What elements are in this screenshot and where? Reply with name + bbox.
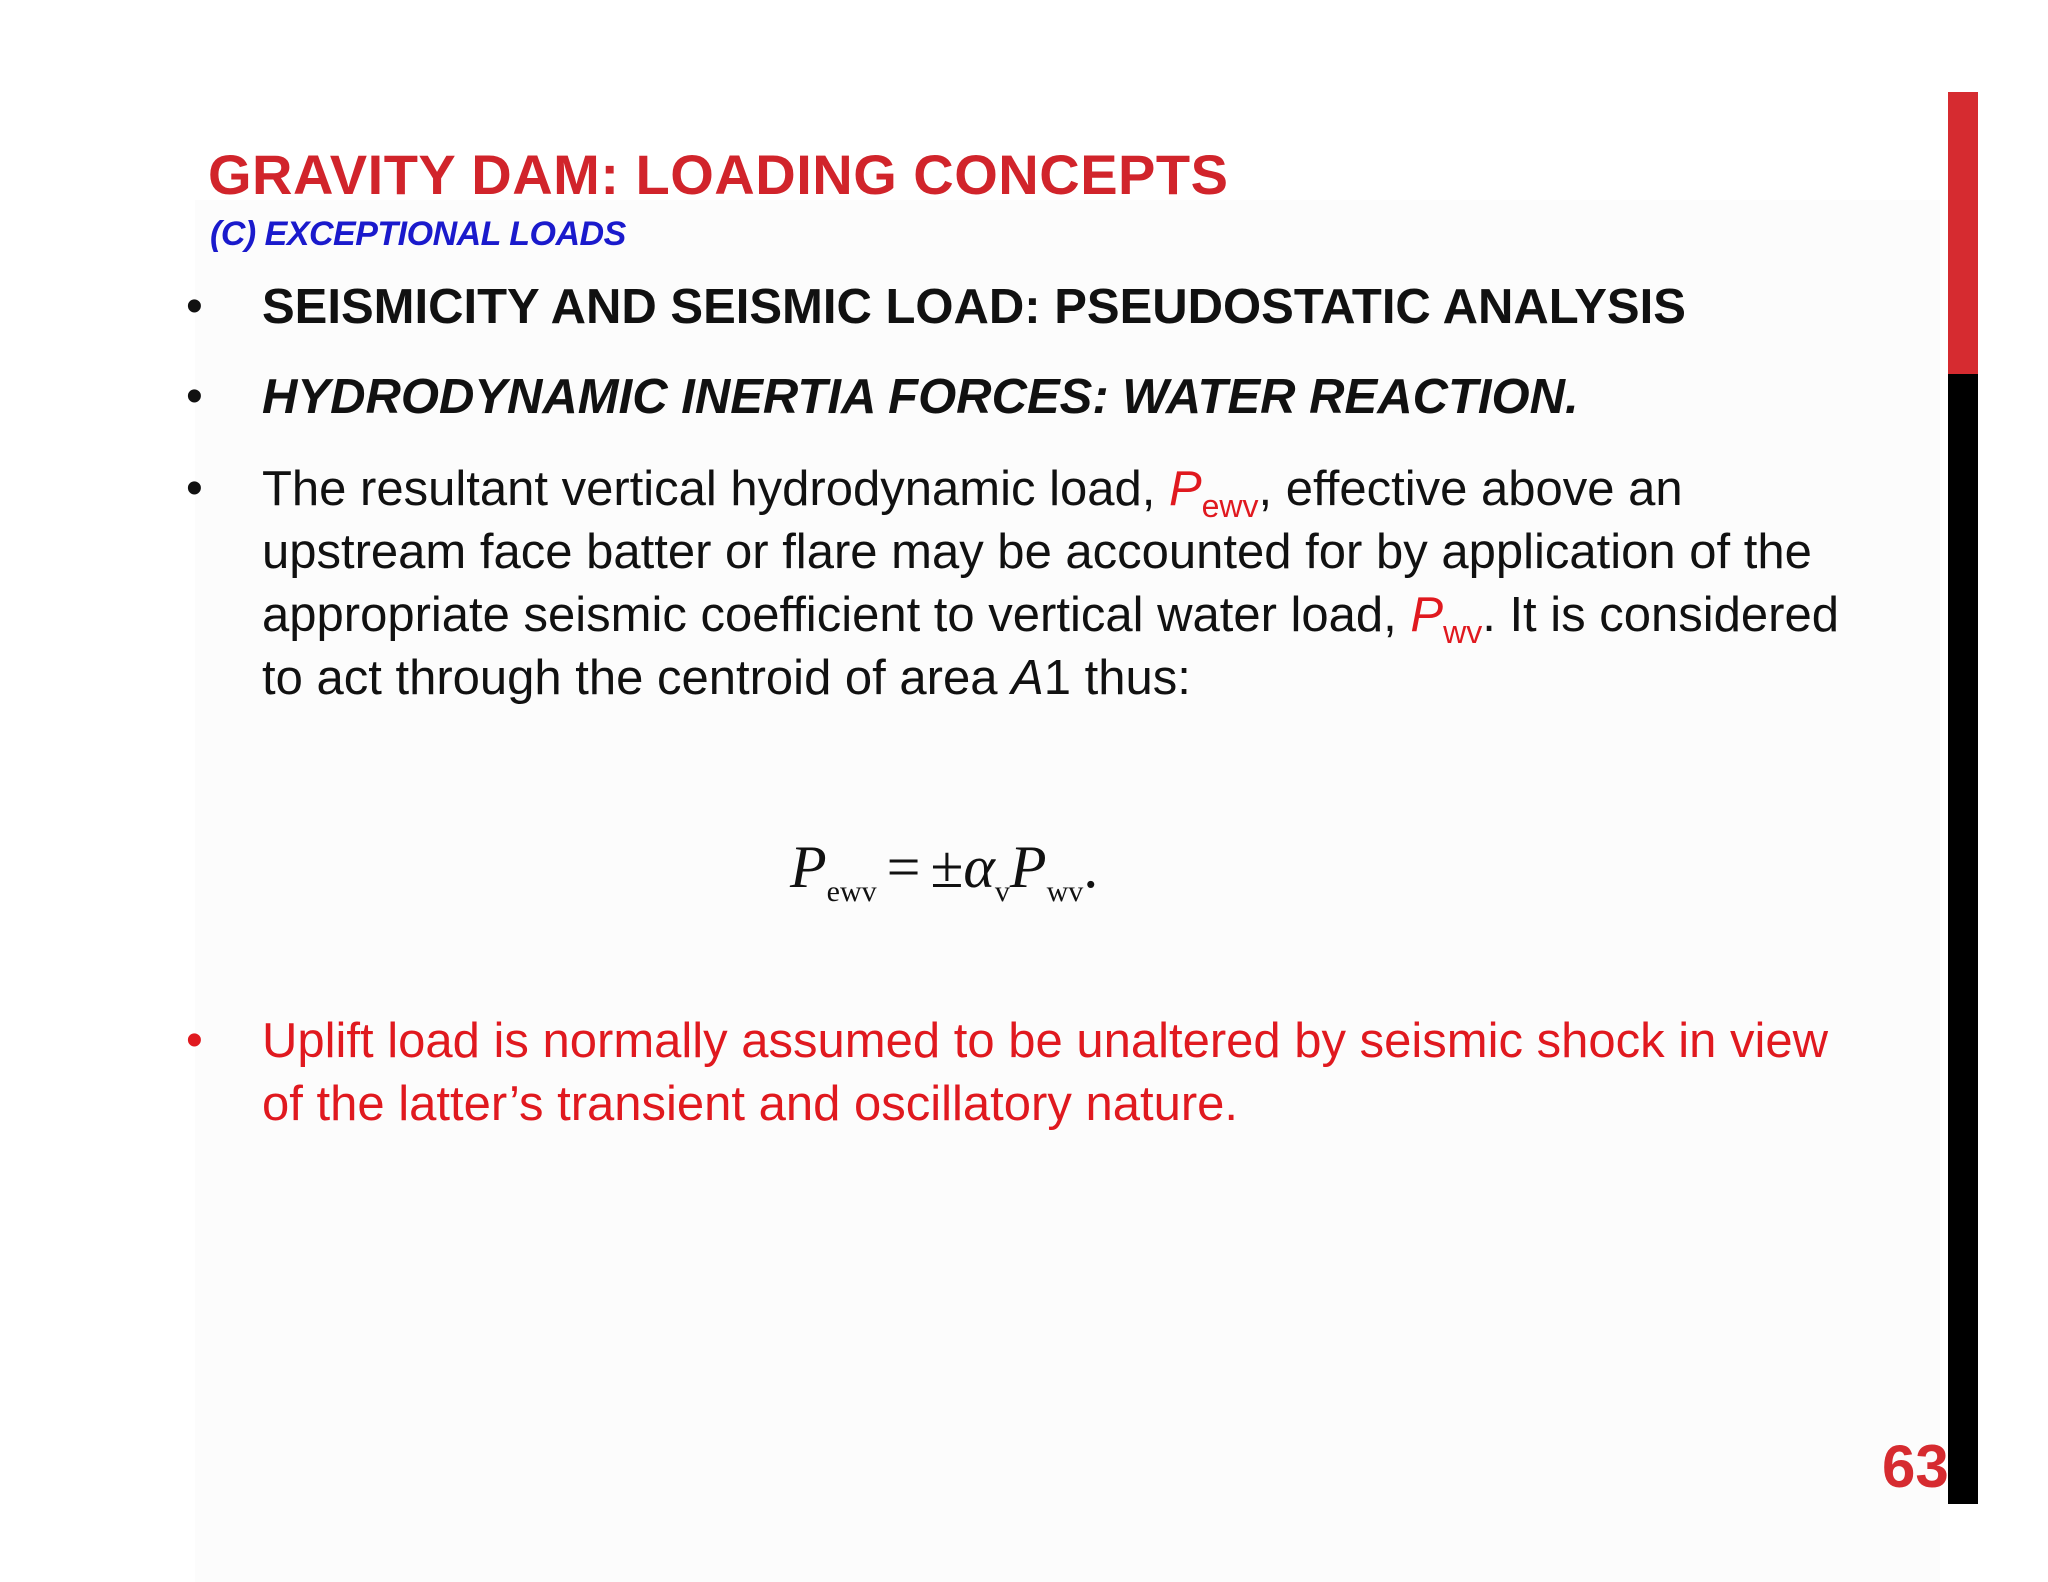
bullet-text: HYDRODYNAMIC INERTIA FORCES: WATER REACTION.: [262, 370, 1579, 424]
bullet-marker: •: [186, 462, 203, 515]
accent-bar-black: [1948, 374, 1978, 1504]
text-segment: , effective above an upstream face batter or flare may be accounted for by application of the appropriate seismic coefficient to vertical water load,: [262, 462, 1812, 642]
slide-subtitle: (C) EXCEPTIONAL LOADS: [210, 215, 626, 253]
bullet-marker: •: [186, 1014, 203, 1067]
bullet-marker: •: [186, 280, 203, 333]
formula-operator: .: [1083, 834, 1099, 900]
accent-bar-red: [1948, 92, 1978, 374]
formula-subscript: v: [994, 875, 1010, 908]
formula-operator: ±: [930, 834, 964, 900]
formula-symbol: P: [1009, 834, 1047, 900]
bullet-text: Uplift load is normally assumed to be unaltered by seismic shock in view of the latter’s transient and oscillatory nature.: [262, 1014, 1828, 1131]
formula-subscript: ewv: [826, 875, 877, 908]
text-segment: . It is considered to act through the centroid of area: [262, 588, 1839, 705]
formula-symbol: P: [790, 834, 827, 900]
formula: [790, 832, 1099, 908]
bullet-marker: •: [186, 370, 203, 423]
slide-title: GRAVITY DAM: LOADING CONCEPTS: [208, 143, 1229, 206]
text-segment: The resultant vertical hydrodynamic load,: [262, 462, 1169, 516]
formula-subscript: wv: [1046, 875, 1084, 908]
bullet-text: [262, 458, 1852, 710]
bullet-text: SEISMICITY AND SEISMIC LOAD: PSEUDOSTATIC ANALYSIS: [262, 280, 1686, 334]
text-segment: 1 thus:: [1043, 651, 1191, 705]
subscript-ewv: ewv: [1201, 488, 1259, 524]
variable-p: P: [1410, 588, 1444, 642]
variable-a: A: [1011, 651, 1044, 705]
subscript-wv: wv: [1443, 614, 1483, 650]
formula-operator: =: [886, 834, 921, 900]
variable-p: P: [1168, 462, 1202, 516]
page-number: 63: [1882, 1433, 1949, 1500]
formula-symbol: α: [963, 834, 995, 900]
